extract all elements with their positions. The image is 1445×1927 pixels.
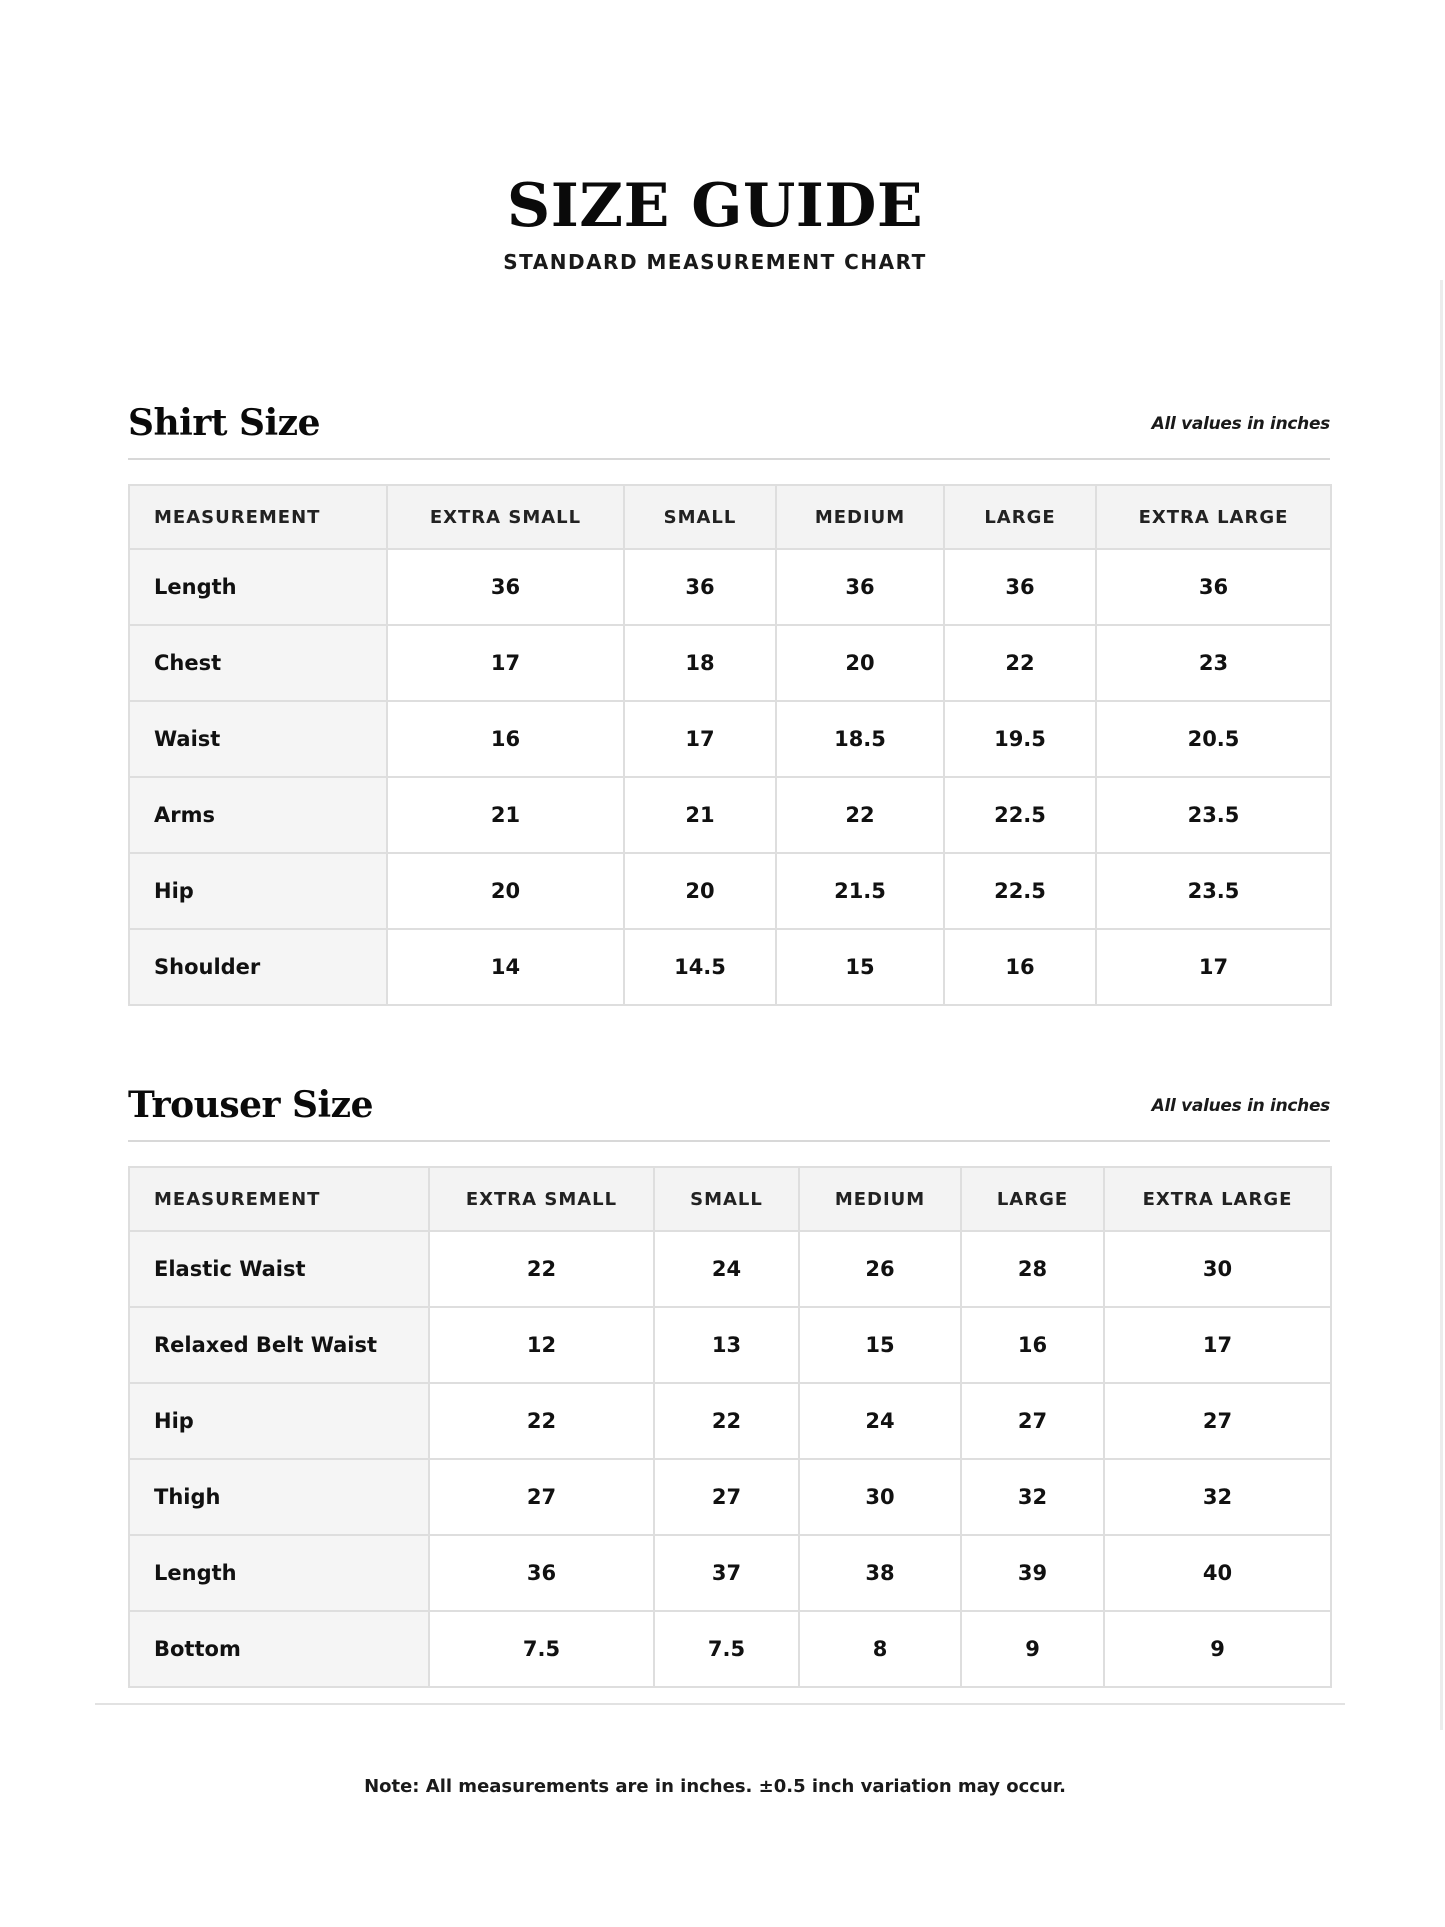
table-cell: 22.5 [944,853,1096,929]
trouser-size-table [128,1166,1332,1688]
table-cell: 15 [776,929,944,1005]
table-cell: 22 [429,1231,654,1307]
table-cell: 20 [387,853,624,929]
table-cell: 24 [799,1383,961,1459]
table-cell: 23.5 [1096,777,1331,853]
table-cell: 22.5 [944,777,1096,853]
page-edge-line [1440,280,1443,1730]
column-header: EXTRA SMALL [387,485,624,549]
table-cell: 28 [961,1231,1104,1307]
table-cell: 9 [1104,1611,1331,1687]
page-header [0,170,1430,274]
column-header: MEASUREMENT [129,1167,429,1231]
table-cell: 36 [776,549,944,625]
trouser-units-note: All values in inches [1151,1096,1330,1116]
shirt-section-header [128,398,1330,460]
table-cell: 16 [961,1307,1104,1383]
row-label: Relaxed Belt Waist [129,1307,429,1383]
table-cell: 9 [961,1611,1104,1687]
table-cell: 39 [961,1535,1104,1611]
row-label: Hip [129,853,387,929]
table-cell: 22 [776,777,944,853]
table-cell: 7.5 [654,1611,799,1687]
row-label: Arms [129,777,387,853]
table-row [129,701,1331,777]
table-cell: 36 [387,549,624,625]
row-label: Bottom [129,1611,429,1687]
table-cell: 17 [1104,1307,1331,1383]
table-cell: 38 [799,1535,961,1611]
table-cell: 13 [654,1307,799,1383]
row-label: Thigh [129,1459,429,1535]
table-cell: 40 [1104,1535,1331,1611]
table-cell: 37 [654,1535,799,1611]
table-cell: 27 [654,1459,799,1535]
table-cell: 17 [1096,929,1331,1005]
column-header: EXTRA LARGE [1096,485,1331,549]
table-cell: 24 [654,1231,799,1307]
row-label: Shoulder [129,929,387,1005]
column-header: SMALL [624,485,776,549]
table-cell: 20.5 [1096,701,1331,777]
table-cell: 17 [387,625,624,701]
row-label: Length [129,549,387,625]
column-header: MEASUREMENT [129,485,387,549]
table-row [129,1459,1331,1535]
table-row [129,549,1331,625]
row-label: Chest [129,625,387,701]
table-cell: 30 [799,1459,961,1535]
table-cell: 21.5 [776,853,944,929]
table-cell: 22 [654,1383,799,1459]
table-cell: 27 [429,1459,654,1535]
table-row [129,1383,1331,1459]
row-label: Waist [129,701,387,777]
table-cell: 18 [624,625,776,701]
row-label: Hip [129,1383,429,1459]
table-cell: 36 [429,1535,654,1611]
table-cell: 32 [961,1459,1104,1535]
table-row [129,777,1331,853]
page-subtitle: STANDARD MEASUREMENT CHART [503,250,927,274]
table-row [129,853,1331,929]
trouser-section-header [128,1080,1330,1142]
table-cell: 30 [1104,1231,1331,1307]
table-cell: 20 [624,853,776,929]
trouser-section-title: Trouser Size [128,1084,374,1126]
column-header: MEDIUM [776,485,944,549]
column-header: LARGE [961,1167,1104,1231]
table-cell: 14.5 [624,929,776,1005]
row-label: Elastic Waist [129,1231,429,1307]
footer-divider [95,1703,1345,1705]
table-cell: 27 [1104,1383,1331,1459]
shirt-section-title: Shirt Size [128,402,320,444]
footer-note: Note: All measurements are in inches. ±0.5 inch variation may occur. [364,1776,1066,1797]
table-cell: 21 [387,777,624,853]
table-cell: 32 [1104,1459,1331,1535]
table-row [129,929,1331,1005]
table-cell: 36 [1096,549,1331,625]
table-cell: 15 [799,1307,961,1383]
table-row [129,1231,1331,1307]
shirt-size-section [128,398,1330,1006]
shirt-size-table [128,484,1332,1006]
table-cell: 16 [387,701,624,777]
column-header: EXTRA LARGE [1104,1167,1331,1231]
table-cell: 36 [944,549,1096,625]
table-cell: 14 [387,929,624,1005]
table-cell: 17 [624,701,776,777]
column-header: LARGE [944,485,1096,549]
table-cell: 22 [944,625,1096,701]
table-cell: 12 [429,1307,654,1383]
table-cell: 23.5 [1096,853,1331,929]
row-label: Length [129,1535,429,1611]
table-cell: 8 [799,1611,961,1687]
table-cell: 27 [961,1383,1104,1459]
table-header-row [129,485,1331,549]
table-cell: 22 [429,1383,654,1459]
table-header-row [129,1167,1331,1231]
table-row [129,1611,1331,1687]
table-cell: 36 [624,549,776,625]
table-cell: 23 [1096,625,1331,701]
table-cell: 21 [624,777,776,853]
table-cell: 18.5 [776,701,944,777]
shirt-units-note: All values in inches [1151,414,1330,434]
column-header: EXTRA SMALL [429,1167,654,1231]
table-cell: 7.5 [429,1611,654,1687]
table-row [129,1307,1331,1383]
table-row [129,1535,1331,1611]
table-cell: 26 [799,1231,961,1307]
column-header: SMALL [654,1167,799,1231]
table-cell: 19.5 [944,701,1096,777]
table-row [129,625,1331,701]
table-cell: 20 [776,625,944,701]
page-title: SIZE GUIDE [506,171,924,241]
column-header: MEDIUM [799,1167,961,1231]
trouser-size-section [128,1080,1330,1688]
table-cell: 16 [944,929,1096,1005]
